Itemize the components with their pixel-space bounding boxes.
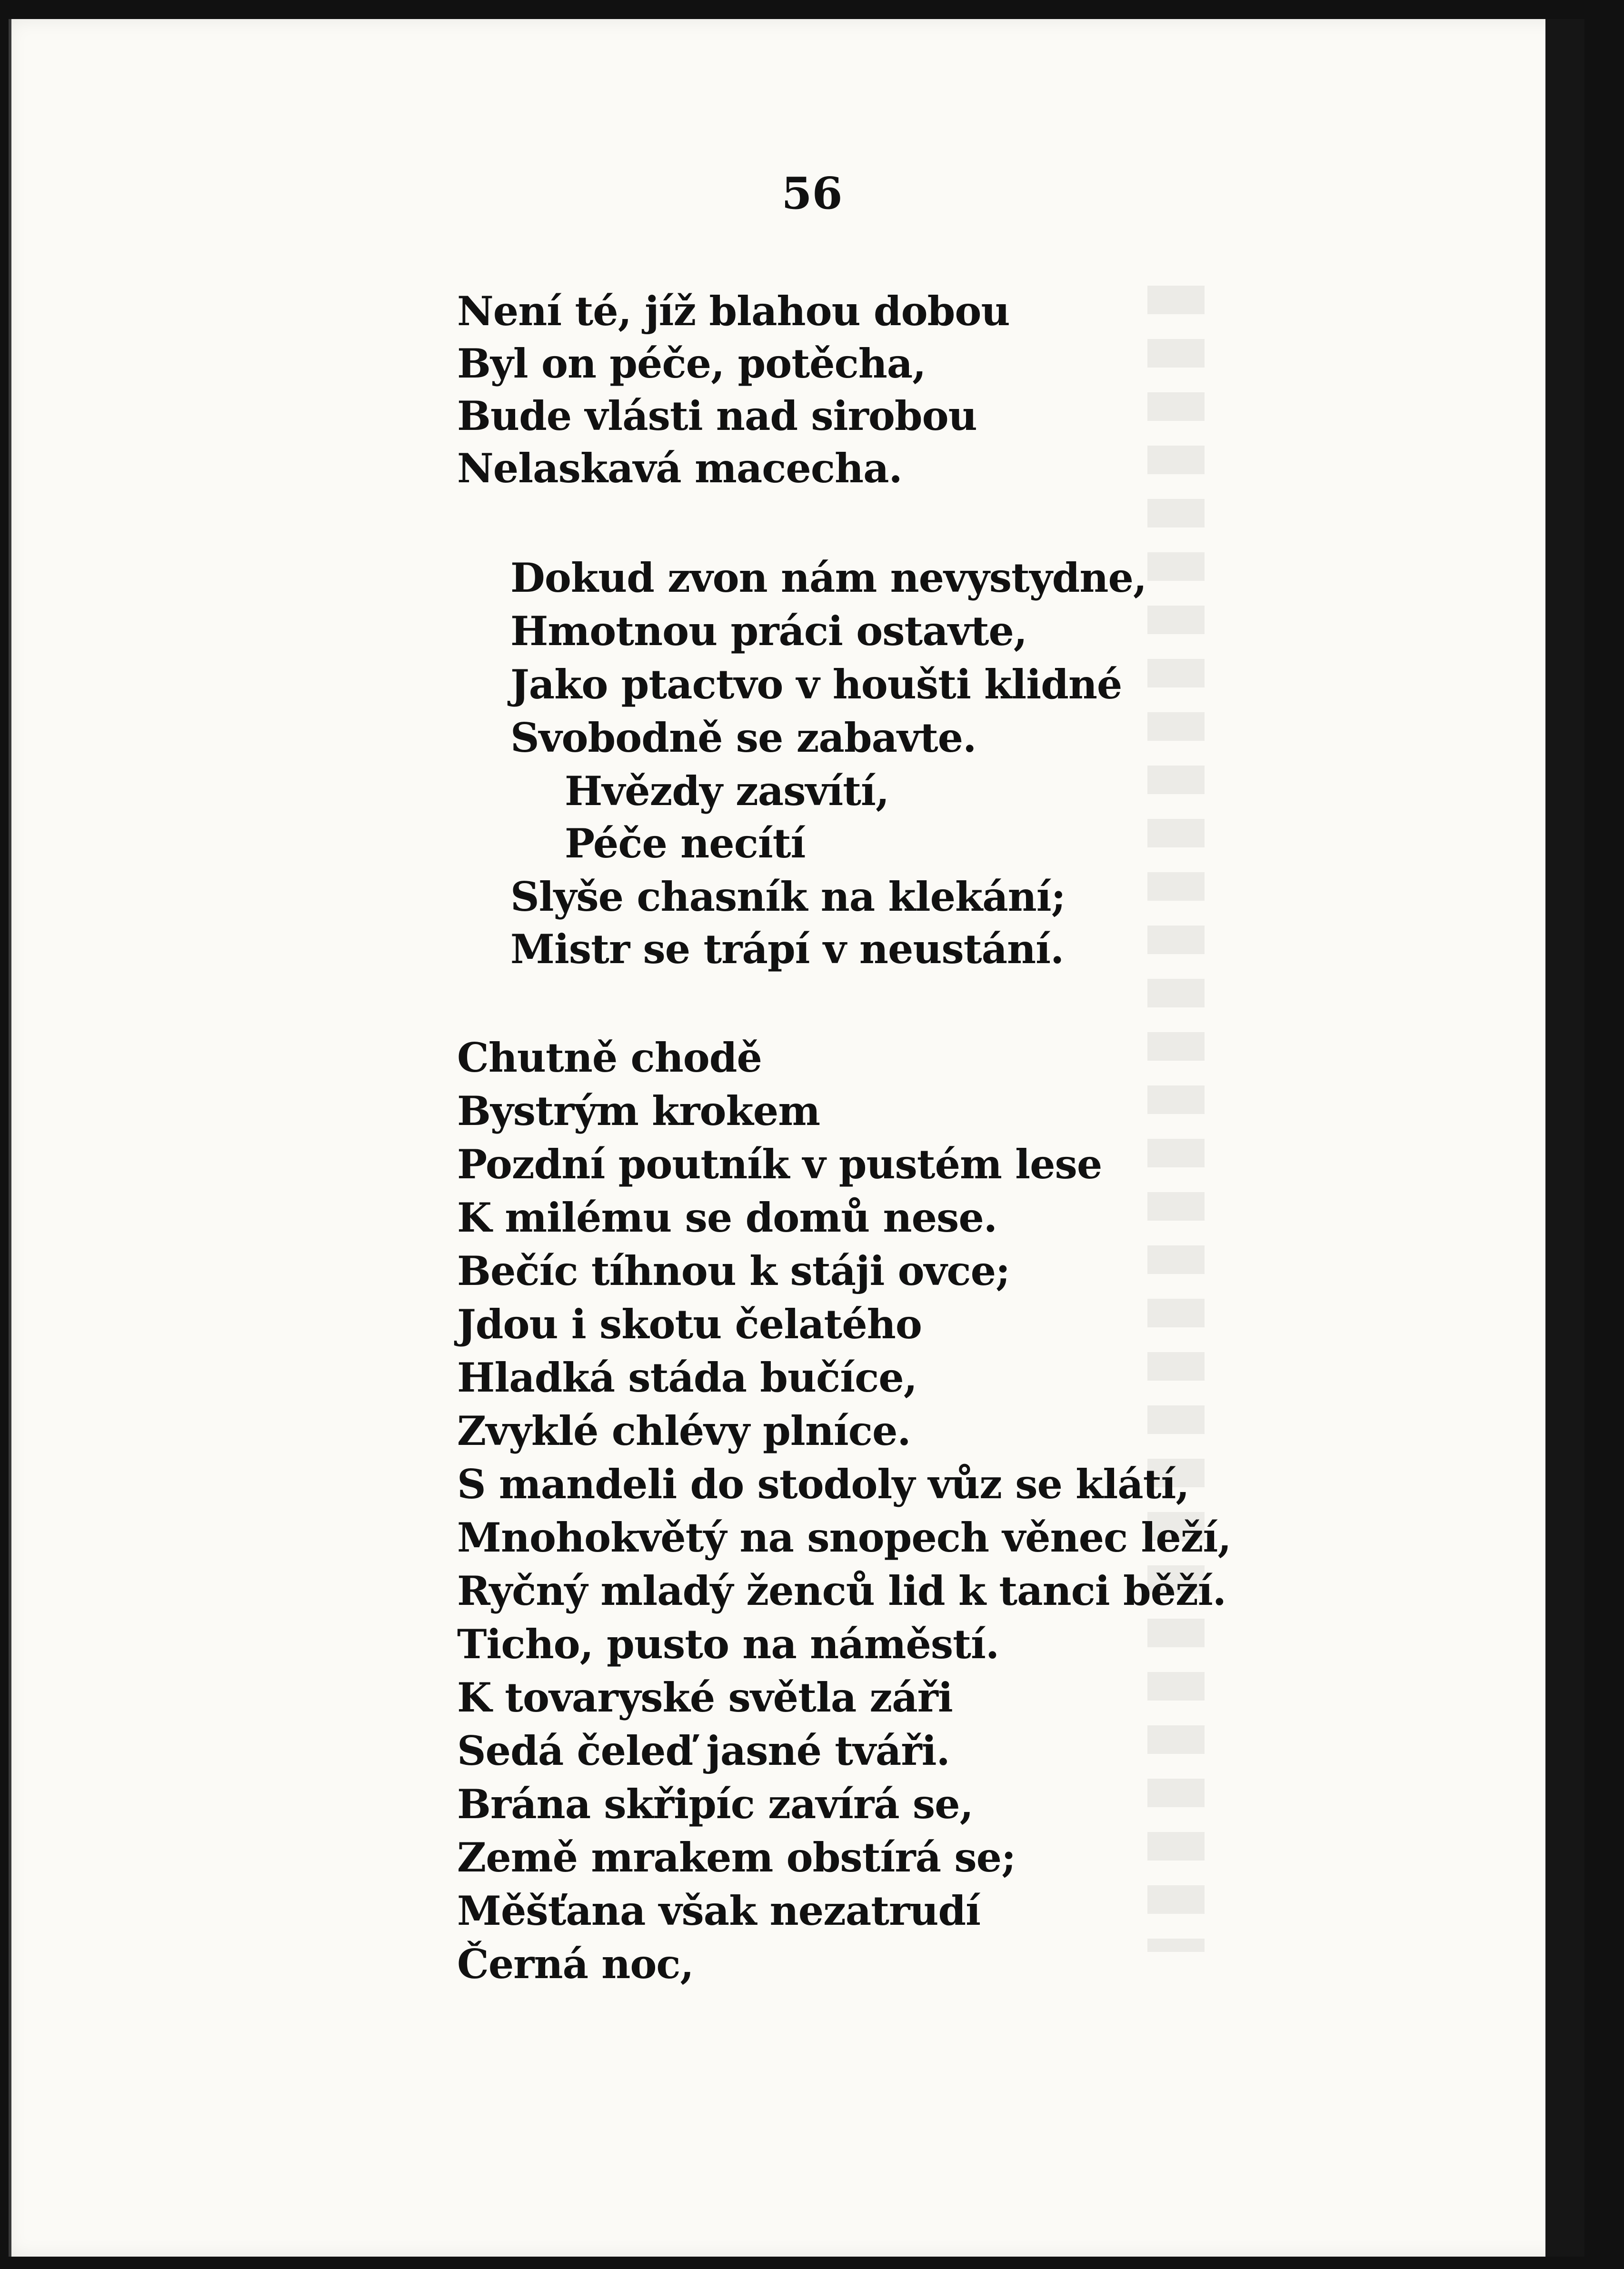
- poem-line: Svobodně se zabavte.: [510, 714, 976, 761]
- poem-line: Zvyklé chlévy plníce.: [457, 1407, 911, 1454]
- poem-line: Hladká stáda bučíce,: [457, 1354, 917, 1401]
- poem-line: Bečíc tíhnou k stáji ovce;: [457, 1247, 1010, 1294]
- poem-line: Péče necítí: [565, 820, 806, 867]
- poem-line: Černá noc,: [457, 1941, 694, 1988]
- bleed-through-text: [1147, 286, 1205, 1952]
- poem-line: Nelaskavá macecha.: [457, 445, 902, 492]
- poem-line: Měšťana však nezatrudí: [457, 1887, 981, 1934]
- poem-line: Hvězdy zasvítí,: [565, 767, 889, 815]
- poem-line: Hmotnou práci ostavte,: [510, 607, 1027, 655]
- poem-line: Sedá čeleď jasné tváři.: [457, 1727, 950, 1774]
- poem-line: Pozdní poutník v pustém lese: [457, 1141, 1102, 1188]
- poem-line: Mistr se trápí v neustání.: [510, 926, 1064, 973]
- poem-line: Jdou i skotu čelatého: [457, 1301, 922, 1348]
- poem-line: Ticho, pusto na náměstí.: [457, 1621, 999, 1668]
- poem-line: Slyše chasník na klekání;: [510, 873, 1066, 920]
- poem-line: Jako ptactvo v houšti klidné: [510, 661, 1122, 708]
- poem-line: Bystrým krokem: [457, 1087, 820, 1134]
- page-left-edge: [9, 19, 11, 2257]
- poem-line: K tovaryské světla záři: [457, 1674, 953, 1721]
- poem-line: Země mrakem obstírá se;: [457, 1834, 1016, 1881]
- poem-line: Bude vlásti nad sirobou: [457, 392, 977, 439]
- poem-line: S mandeli do stodoly vůz se klátí,: [457, 1461, 1189, 1508]
- poem-line: Dokud zvon nám nevystydne,: [510, 554, 1147, 601]
- poem-line: K milému se domů nese.: [457, 1194, 997, 1241]
- page-number: 56: [781, 168, 843, 219]
- poem-line: Mnohokvětý na snopech věnec leží,: [457, 1514, 1231, 1561]
- poem-line: Není té, jíž blahou dobou: [457, 288, 1010, 335]
- poem-line: Ryčný mladý ženců lid k tanci běží.: [457, 1567, 1226, 1614]
- book-gutter: [1545, 19, 1584, 2257]
- poem-line: Chutně chodě: [457, 1034, 762, 1081]
- poem-line: Brána skřipíc zavírá se,: [457, 1781, 973, 1828]
- poem-line: Byl on péče, potěcha,: [457, 340, 926, 387]
